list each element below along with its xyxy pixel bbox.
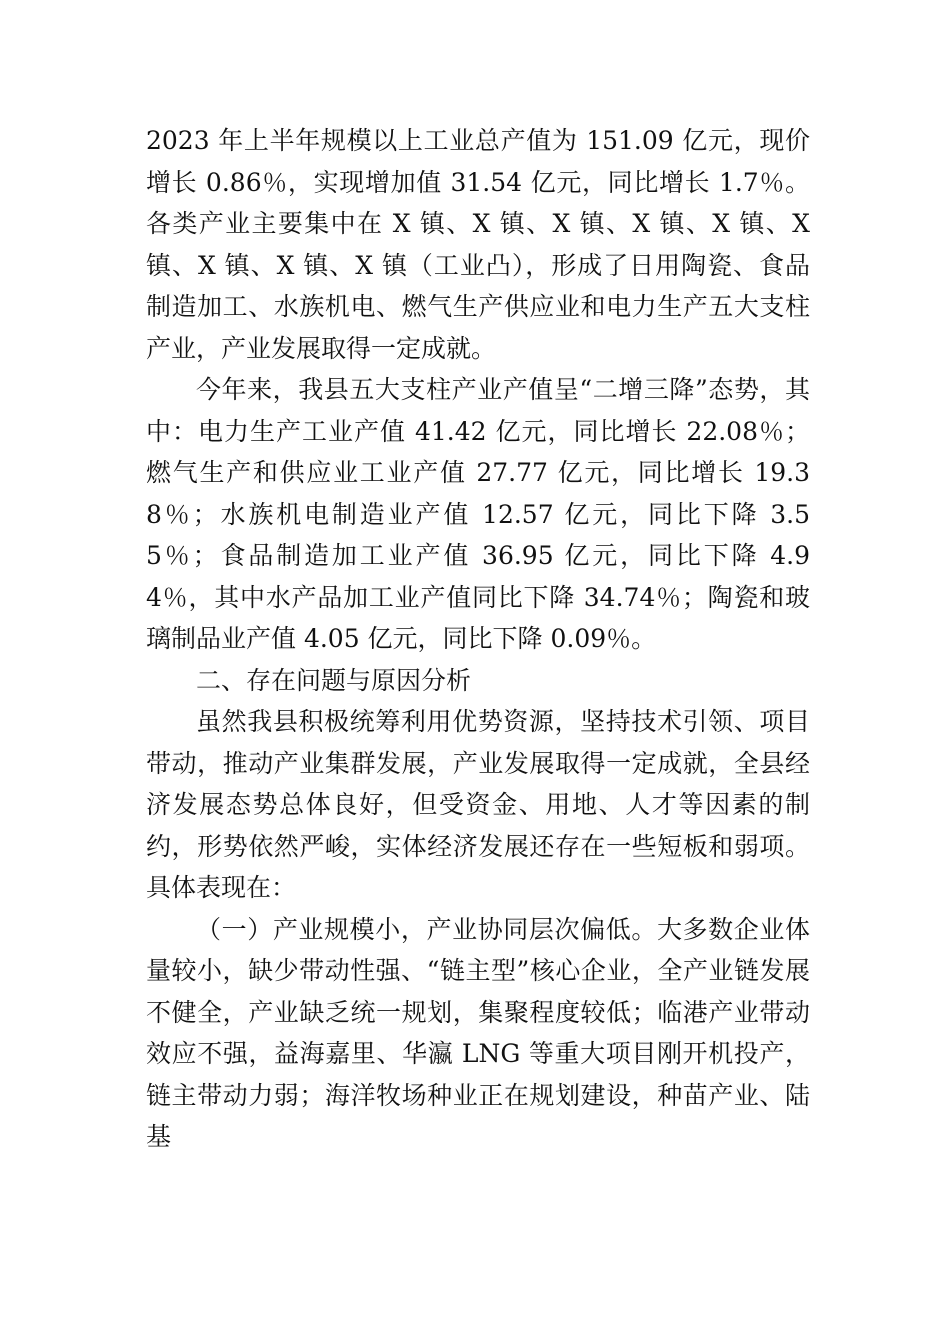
paragraph-industry-scale: （一）产业规模小，产业协同层次偏低。大多数企业体量较小，缺少带动性强、“链主型”核心企业，全产业链发展不健全，产业缺乏统一规划，集聚程度较低；临港产业带动效应不强，益海嘉里、华瀛 LNG 等重大项目刚开机投产，链主带动力弱；海洋牧场种业正在规划建设，种苗产业、陆基 [146, 914, 810, 1151]
paragraph-industrial-output: 2023 年上半年规模以上工业总产值为 151.09 亿元，现价增长 0.86％，实现增加值 31.54 亿元，同比增长 1.7％。各类产业主要集中在 X 镇、X 镇、X 镇、X 镇、X 镇、X 镇、X 镇、X 镇、X 镇（工业凸），形成了日用陶瓷、食品制造加工、水族机电、燃气生产供应业和电力生产五大支柱产业，产业发展取得一定成就。 [146, 126, 810, 363]
paragraph-problems-overview: 虽然我县积极统筹利用优势资源，坚持技术引领、项目带动，推动产业集群发展，产业发展取得一定成就，全县经济发展态势总体良好，但受资金、用地、人才等因素的制约，形势依然严峻，实体经济发展还存在一些短板和弱项。具体表现在： [146, 707, 810, 902]
paragraph-pillar-industries: 今年来，我县五大支柱产业产值呈“二增三降”态势，其中：电力生产工业产值 41.42 亿元，同比增长 22.08％；燃气生产和供应业工业产值 27.77 亿元，同比增长 19.38％；水族机电制造业产值 12.57 亿元，同比下降 3.55％；食品制造加工业产值 36.95 亿元，同比下降 4.94％，其中水产品加工业产值同比下降 34.74％；陶瓷和玻璃制品业产值 4.05 亿元，同比下降 0.09％。 [146, 375, 810, 653]
document-body [146, 120, 810, 1158]
section-heading-problems: 二、存在问题与原因分析 [196, 665, 472, 695]
